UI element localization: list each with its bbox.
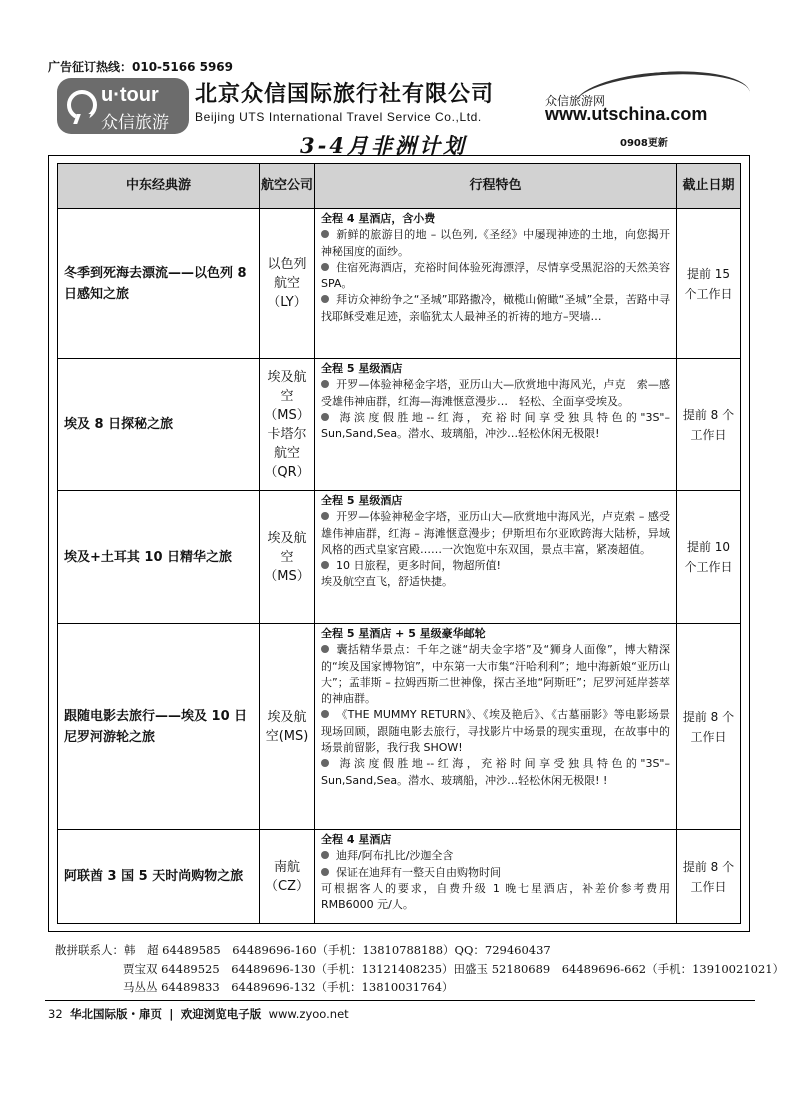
itinerary-table [57, 163, 741, 924]
airline: 南航（CZ） [260, 830, 315, 924]
bullet-icon [321, 710, 329, 718]
deadline: 提前 15 个工作日 [677, 209, 741, 359]
airline: 埃及航空（MS）卡塔尔航空（QR） [260, 359, 315, 491]
feature-point: 开罗—体验神秘金字塔，亚历山大—欣赏地中海风光，卢克 索—感受雄伟神庙群，红海—海滩惬意漫步… 轻松、全面享受埃及。 [321, 378, 670, 408]
bullet-icon [321, 645, 329, 653]
deadline: 提前 10 个工作日 [677, 491, 741, 624]
feature-point: 新鲜的旅游目的地 – 以色列,《圣经》中屡现神迹的土地，向您揭开神秘国度的面纱。 [321, 228, 670, 258]
feature-point: 开罗—体验神秘金字塔，亚历山大—欣赏地中海风光，卢克索 – 感受雄伟神庙群，红海 – 海滩惬意漫步；伊斯坦布尔亚欧跨海大陆桥，异域风格的西式皇家宫殿……一次饱览中东双国，景点丰富，紧凑超值。 [321, 510, 670, 556]
feature-point: 10 日旅程，更多时间，物超所值! [321, 558, 670, 574]
bullet-icon [321, 230, 329, 238]
update-note: 0908更新 [620, 138, 668, 149]
route-features [315, 830, 677, 924]
feature-heading: 全程 4 星酒店 [321, 833, 392, 846]
deadline: 提前 8 个工作日 [677, 830, 741, 924]
contact-line: 贾宝双 64489525 64489696-130（手机：13121408235）田盛玉 52180689 64489696-662（手机：13910021021） [123, 961, 785, 976]
feature-heading: 全程 4 星酒店，含小费 [321, 212, 436, 225]
contact-line: 散拼联系人：韩 超 64489585 64489696-160（手机：13810788188）QQ：729460437 [55, 943, 551, 957]
footer-separator: | [169, 1007, 174, 1021]
feature-point: 保证在迪拜有一整天自由购物时间 [321, 865, 670, 881]
company-name-en: Beijing UTS International Travel Service Co.,Ltd. [195, 110, 482, 124]
route-name: 埃及+土耳其 10 日精华之旅 [58, 491, 260, 624]
feature-point: 海滨度假胜地--红海，充裕时间享受独具特色的"3S"–Sun,Sand,Sea。潜水、玻璃船，冲沙…轻松休闲无极限! ! [321, 757, 670, 787]
utour-logo [57, 78, 189, 134]
airline: 埃及航空(MS) [260, 624, 315, 830]
feature-heading: 全程 5 星酒店 + 5 星级豪华邮轮 [321, 627, 486, 640]
route-features [315, 491, 677, 624]
table-header-row [58, 164, 741, 209]
page-title: 3-4月非洲计划 [300, 133, 467, 158]
airline: 以色列航空（LY） [260, 209, 315, 359]
bullet-icon [321, 263, 329, 271]
header-route: 中东经典游 [58, 164, 260, 209]
bullet-icon [321, 851, 329, 859]
feature-heading: 全程 5 星级酒店 [321, 494, 403, 507]
footer-section: 华北国际版・扉页 [69, 1007, 162, 1021]
contact-label: 散拼联系人： [55, 943, 124, 957]
header-deadline: 截止日期 [677, 164, 741, 209]
route-features [315, 209, 677, 359]
bullet-icon [321, 868, 329, 876]
company-name-cn: 北京众信国际旅行社有限公司 [195, 82, 495, 107]
bullet-icon [321, 759, 329, 767]
airline: 埃及航空（MS） [260, 491, 315, 624]
feature-tail: 埃及航空直飞，舒适快捷。 [321, 575, 453, 589]
feature-tail: 可根据客人的要求，自费升级 1 晚七星酒店，补差价参考费用 RMB6000 元/人。 [321, 881, 670, 912]
route-features [315, 624, 677, 830]
footer-divider [45, 1000, 755, 1001]
logo-u-icon [67, 90, 97, 120]
table-row [58, 830, 741, 924]
route-features [315, 359, 677, 491]
bullet-icon [321, 512, 329, 520]
route-name: 跟随电影去旅行——埃及 10 日尼罗河游轮之旅 [58, 624, 260, 830]
logo-cn-text: 众信旅游 [101, 113, 169, 133]
page-footer [48, 1006, 349, 1022]
bullet-icon [321, 295, 329, 303]
bullet-icon [321, 380, 329, 388]
route-name: 阿联酋 3 国 5 天时尚购物之旅 [58, 830, 260, 924]
footer-url[interactable]: www.zyoo.net [268, 1007, 349, 1021]
route-name: 冬季到死海去漂流——以色列 8 日感知之旅 [58, 209, 260, 359]
bullet-icon [321, 561, 329, 569]
deadline: 提前 8 个工作日 [677, 359, 741, 491]
page-number: 32 [48, 1007, 63, 1021]
contact-line: 马丛丛 64489833 64489696-132（手机：13810031764） [123, 980, 454, 994]
feature-point: 拜访众神纷争之“圣城”耶路撒冷，橄榄山俯瞰“圣城”全景，苦路中寻找耶稣受难足迹，亲临犹太人最神圣的祈祷的地方–哭墙… [321, 293, 670, 323]
table-row [58, 624, 741, 830]
contact-list [55, 941, 784, 997]
feature-point: 迪拜/阿布扎比/沙迦全含 [321, 848, 670, 864]
feature-point: 囊括精华景点：千年之谜“胡夫金字塔”及“狮身人面像”，博大精深的“埃及国家博物馆”，中东第一大市集“汗哈利利”；地中海新娘“亚历山大”；孟菲斯 – 拉姆西斯二世神像，探古圣地“阿斯旺”；尼罗河延岸荟萃的神庙群。 [321, 643, 670, 706]
footer-invite: 欢迎浏览电子版 [180, 1007, 262, 1021]
table-row [58, 209, 741, 359]
ad-hotline: 广告征订热线：010-5166 5969 [48, 60, 234, 74]
feature-point: 《THE MUMMY RETURN》、《埃及艳后》、《古墓丽影》等电影场景现场回顾，跟随电影去旅行，寻找影片中场景的现实重现，在故事中的场景前留影，我行我 SHOW! [321, 708, 670, 755]
table-row [58, 491, 741, 624]
website-name: 众信旅游网 [545, 94, 606, 108]
header-airline: 航空公司 [260, 164, 315, 209]
deadline: 提前 8 个工作日 [677, 624, 741, 830]
route-name: 埃及 8 日探秘之旅 [58, 359, 260, 491]
website-url[interactable]: www.utschina.com [545, 104, 708, 124]
header-features: 行程特色 [315, 164, 677, 209]
feature-point: 海滨度假胜地--红海，充裕时间享受独具特色的"3S"–Sun,Sand,Sea。潜水、玻璃船，冲沙…轻松休闲无极限! [321, 410, 670, 441]
feature-heading: 全程 5 星级酒店 [321, 362, 403, 375]
logo-en-text: u·tour [101, 84, 159, 106]
feature-point: 住宿死海酒店，充裕时间体验死海漂浮，尽情享受黑泥浴的天然美容 SPA。 [321, 260, 670, 291]
table-row [58, 359, 741, 491]
bullet-icon [321, 413, 329, 421]
